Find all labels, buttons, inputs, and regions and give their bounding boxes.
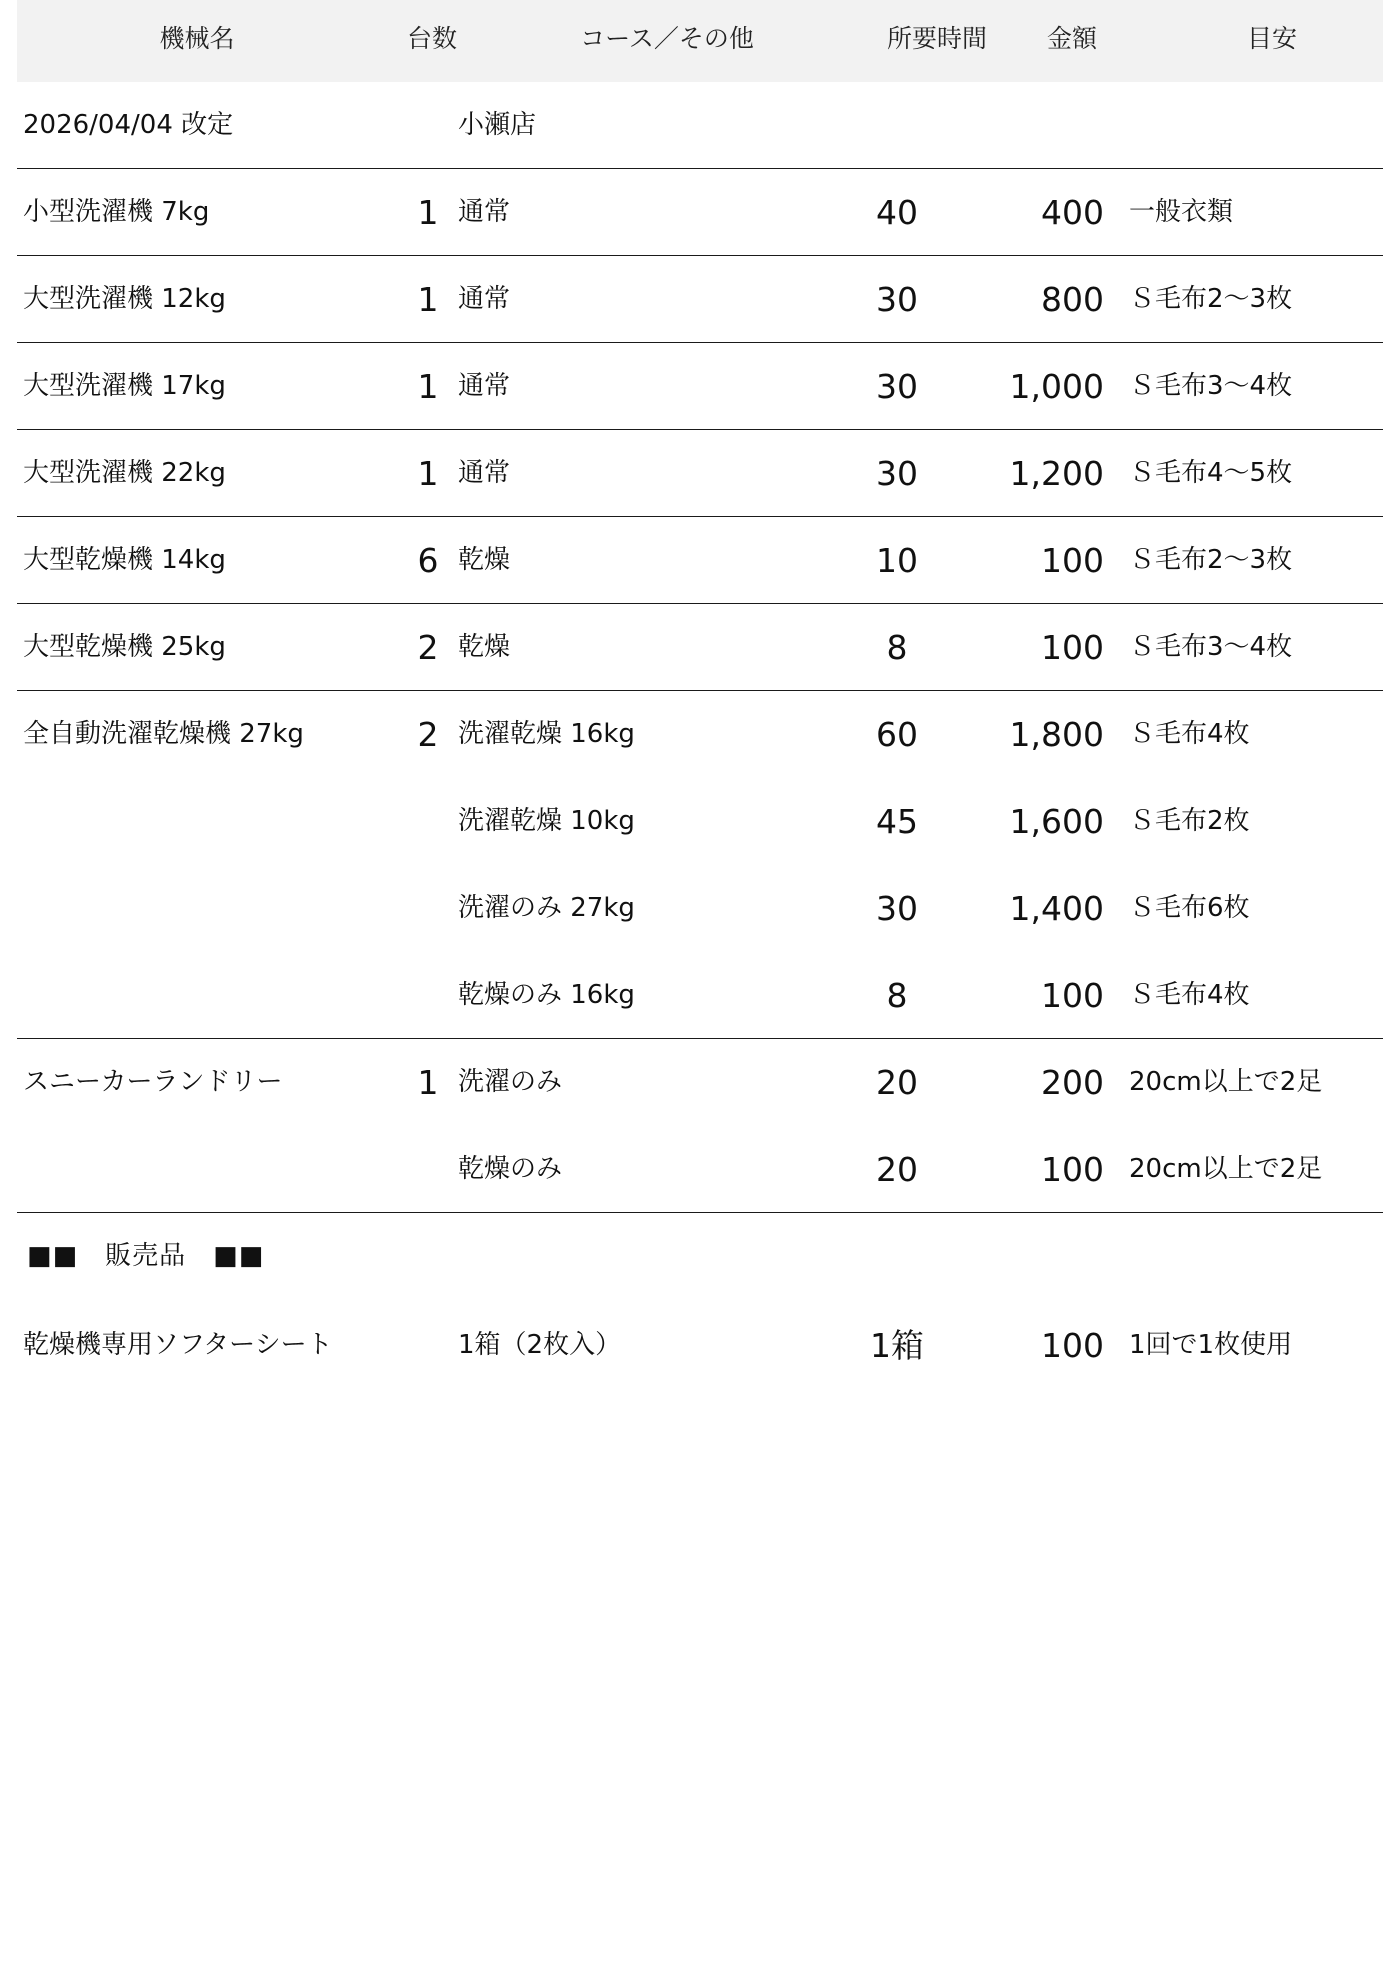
course: 通常 bbox=[458, 458, 511, 488]
course: 乾燥 bbox=[458, 632, 511, 662]
table-row bbox=[17, 343, 1383, 430]
table-row bbox=[17, 865, 1383, 952]
machine-count: 1 bbox=[417, 367, 439, 406]
guide: Ｓ毛布2～3枚 bbox=[1129, 545, 1293, 575]
machine-name: 大型洗濯機 12kg bbox=[23, 284, 226, 314]
table-row bbox=[17, 691, 1383, 778]
price: 100 bbox=[1041, 541, 1104, 580]
guide: Ｓ毛布4～5枚 bbox=[1129, 458, 1293, 488]
machine-count: 2 bbox=[417, 628, 439, 667]
course: 洗濯乾燥 10kg bbox=[458, 806, 635, 836]
machine-count: 1 bbox=[417, 454, 439, 493]
duration: 10 bbox=[876, 541, 918, 580]
sales-item-price: 100 bbox=[1041, 1326, 1104, 1365]
duration: 8 bbox=[886, 628, 908, 667]
course: 通常 bbox=[458, 284, 511, 314]
price: 200 bbox=[1041, 1063, 1104, 1102]
table-row bbox=[17, 169, 1383, 256]
guide: Ｓ毛布4枚 bbox=[1129, 980, 1250, 1010]
course: 洗濯のみ bbox=[458, 1067, 563, 1097]
table-row bbox=[17, 1039, 1383, 1126]
course: 通常 bbox=[458, 371, 511, 401]
price: 400 bbox=[1041, 193, 1104, 232]
table-row bbox=[17, 778, 1383, 865]
price: 1,400 bbox=[1009, 889, 1104, 928]
sales-item-name: 乾燥機専用ソフターシート bbox=[23, 1330, 333, 1360]
store-name: 小瀬店 bbox=[458, 110, 537, 140]
duration: 40 bbox=[876, 193, 918, 232]
price: 1,600 bbox=[1009, 802, 1104, 841]
machine-name: 小型洗濯機 7kg bbox=[23, 197, 210, 227]
duration: 30 bbox=[876, 889, 918, 928]
machine-name: スニーカーランドリー bbox=[23, 1067, 283, 1097]
table-row bbox=[17, 952, 1383, 1039]
guide: Ｓ毛布2枚 bbox=[1129, 806, 1250, 836]
guide: 一般衣類 bbox=[1129, 197, 1234, 227]
revised-date: 2026/04/04 改定 bbox=[23, 110, 234, 140]
machine-name: 全自動洗濯乾燥機 27kg bbox=[23, 719, 304, 749]
header-guide: 目安 bbox=[1246, 24, 1297, 53]
header-course: コース／その他 bbox=[580, 24, 754, 53]
table-row bbox=[17, 256, 1383, 343]
duration: 30 bbox=[876, 367, 918, 406]
guide: Ｓ毛布4枚 bbox=[1129, 719, 1250, 749]
header-time: 所要時間 bbox=[886, 24, 987, 53]
duration: 30 bbox=[876, 280, 918, 319]
sales-section-header bbox=[17, 1213, 1383, 1300]
machine-count: 2 bbox=[417, 715, 439, 754]
duration: 30 bbox=[876, 454, 918, 493]
duration: 45 bbox=[876, 802, 918, 841]
course: 通常 bbox=[458, 197, 511, 227]
course: 乾燥のみ bbox=[458, 1154, 563, 1184]
duration: 20 bbox=[876, 1150, 918, 1189]
sales-item-unit: 1箱 bbox=[870, 1326, 924, 1365]
price: 1,000 bbox=[1009, 367, 1104, 406]
guide: Ｓ毛布6枚 bbox=[1129, 893, 1250, 923]
guide: Ｓ毛布2～3枚 bbox=[1129, 284, 1293, 314]
price: 800 bbox=[1041, 280, 1104, 319]
table-header bbox=[17, 0, 1383, 82]
duration: 60 bbox=[876, 715, 918, 754]
sales-item-guide: 1回で1枚使用 bbox=[1129, 1330, 1293, 1360]
info-row bbox=[17, 82, 1383, 169]
price: 100 bbox=[1041, 976, 1104, 1015]
machine-name: 大型乾燥機 25kg bbox=[23, 632, 226, 662]
price: 1,200 bbox=[1009, 454, 1104, 493]
machine-count: 1 bbox=[417, 1063, 439, 1102]
price: 100 bbox=[1041, 628, 1104, 667]
course: 乾燥 bbox=[458, 545, 511, 575]
table-row bbox=[17, 604, 1383, 691]
course: 洗濯乾燥 16kg bbox=[458, 719, 635, 749]
sales-title: ■■ 販売品 ■■ bbox=[27, 1241, 265, 1271]
table-row bbox=[17, 430, 1383, 517]
table-row bbox=[17, 517, 1383, 604]
guide: Ｓ毛布3～4枚 bbox=[1129, 632, 1293, 662]
machine-name: 大型洗濯機 17kg bbox=[23, 371, 226, 401]
header-count: 台数 bbox=[406, 24, 457, 53]
duration: 20 bbox=[876, 1063, 918, 1102]
guide: 20cm以上で2足 bbox=[1129, 1067, 1323, 1097]
price-table bbox=[17, 0, 1383, 1389]
sales-row bbox=[17, 1302, 1383, 1389]
machine-count: 1 bbox=[417, 280, 439, 319]
course: 乾燥のみ 16kg bbox=[458, 980, 635, 1010]
price: 1,800 bbox=[1009, 715, 1104, 754]
machine-name: 大型乾燥機 14kg bbox=[23, 545, 226, 575]
header-machine: 機械名 bbox=[159, 24, 235, 53]
machine-name: 大型洗濯機 22kg bbox=[23, 458, 226, 488]
duration: 8 bbox=[886, 976, 908, 1015]
guide: Ｓ毛布3～4枚 bbox=[1129, 371, 1293, 401]
price: 100 bbox=[1041, 1150, 1104, 1189]
machine-count: 6 bbox=[417, 541, 439, 580]
course: 洗濯のみ 27kg bbox=[458, 893, 635, 923]
machine-count: 1 bbox=[417, 193, 439, 232]
guide: 20cm以上で2足 bbox=[1129, 1154, 1323, 1184]
table-row bbox=[17, 1126, 1383, 1213]
sales-item-package: 1箱（2枚入） bbox=[458, 1330, 622, 1360]
header-price: 金額 bbox=[1046, 24, 1097, 53]
